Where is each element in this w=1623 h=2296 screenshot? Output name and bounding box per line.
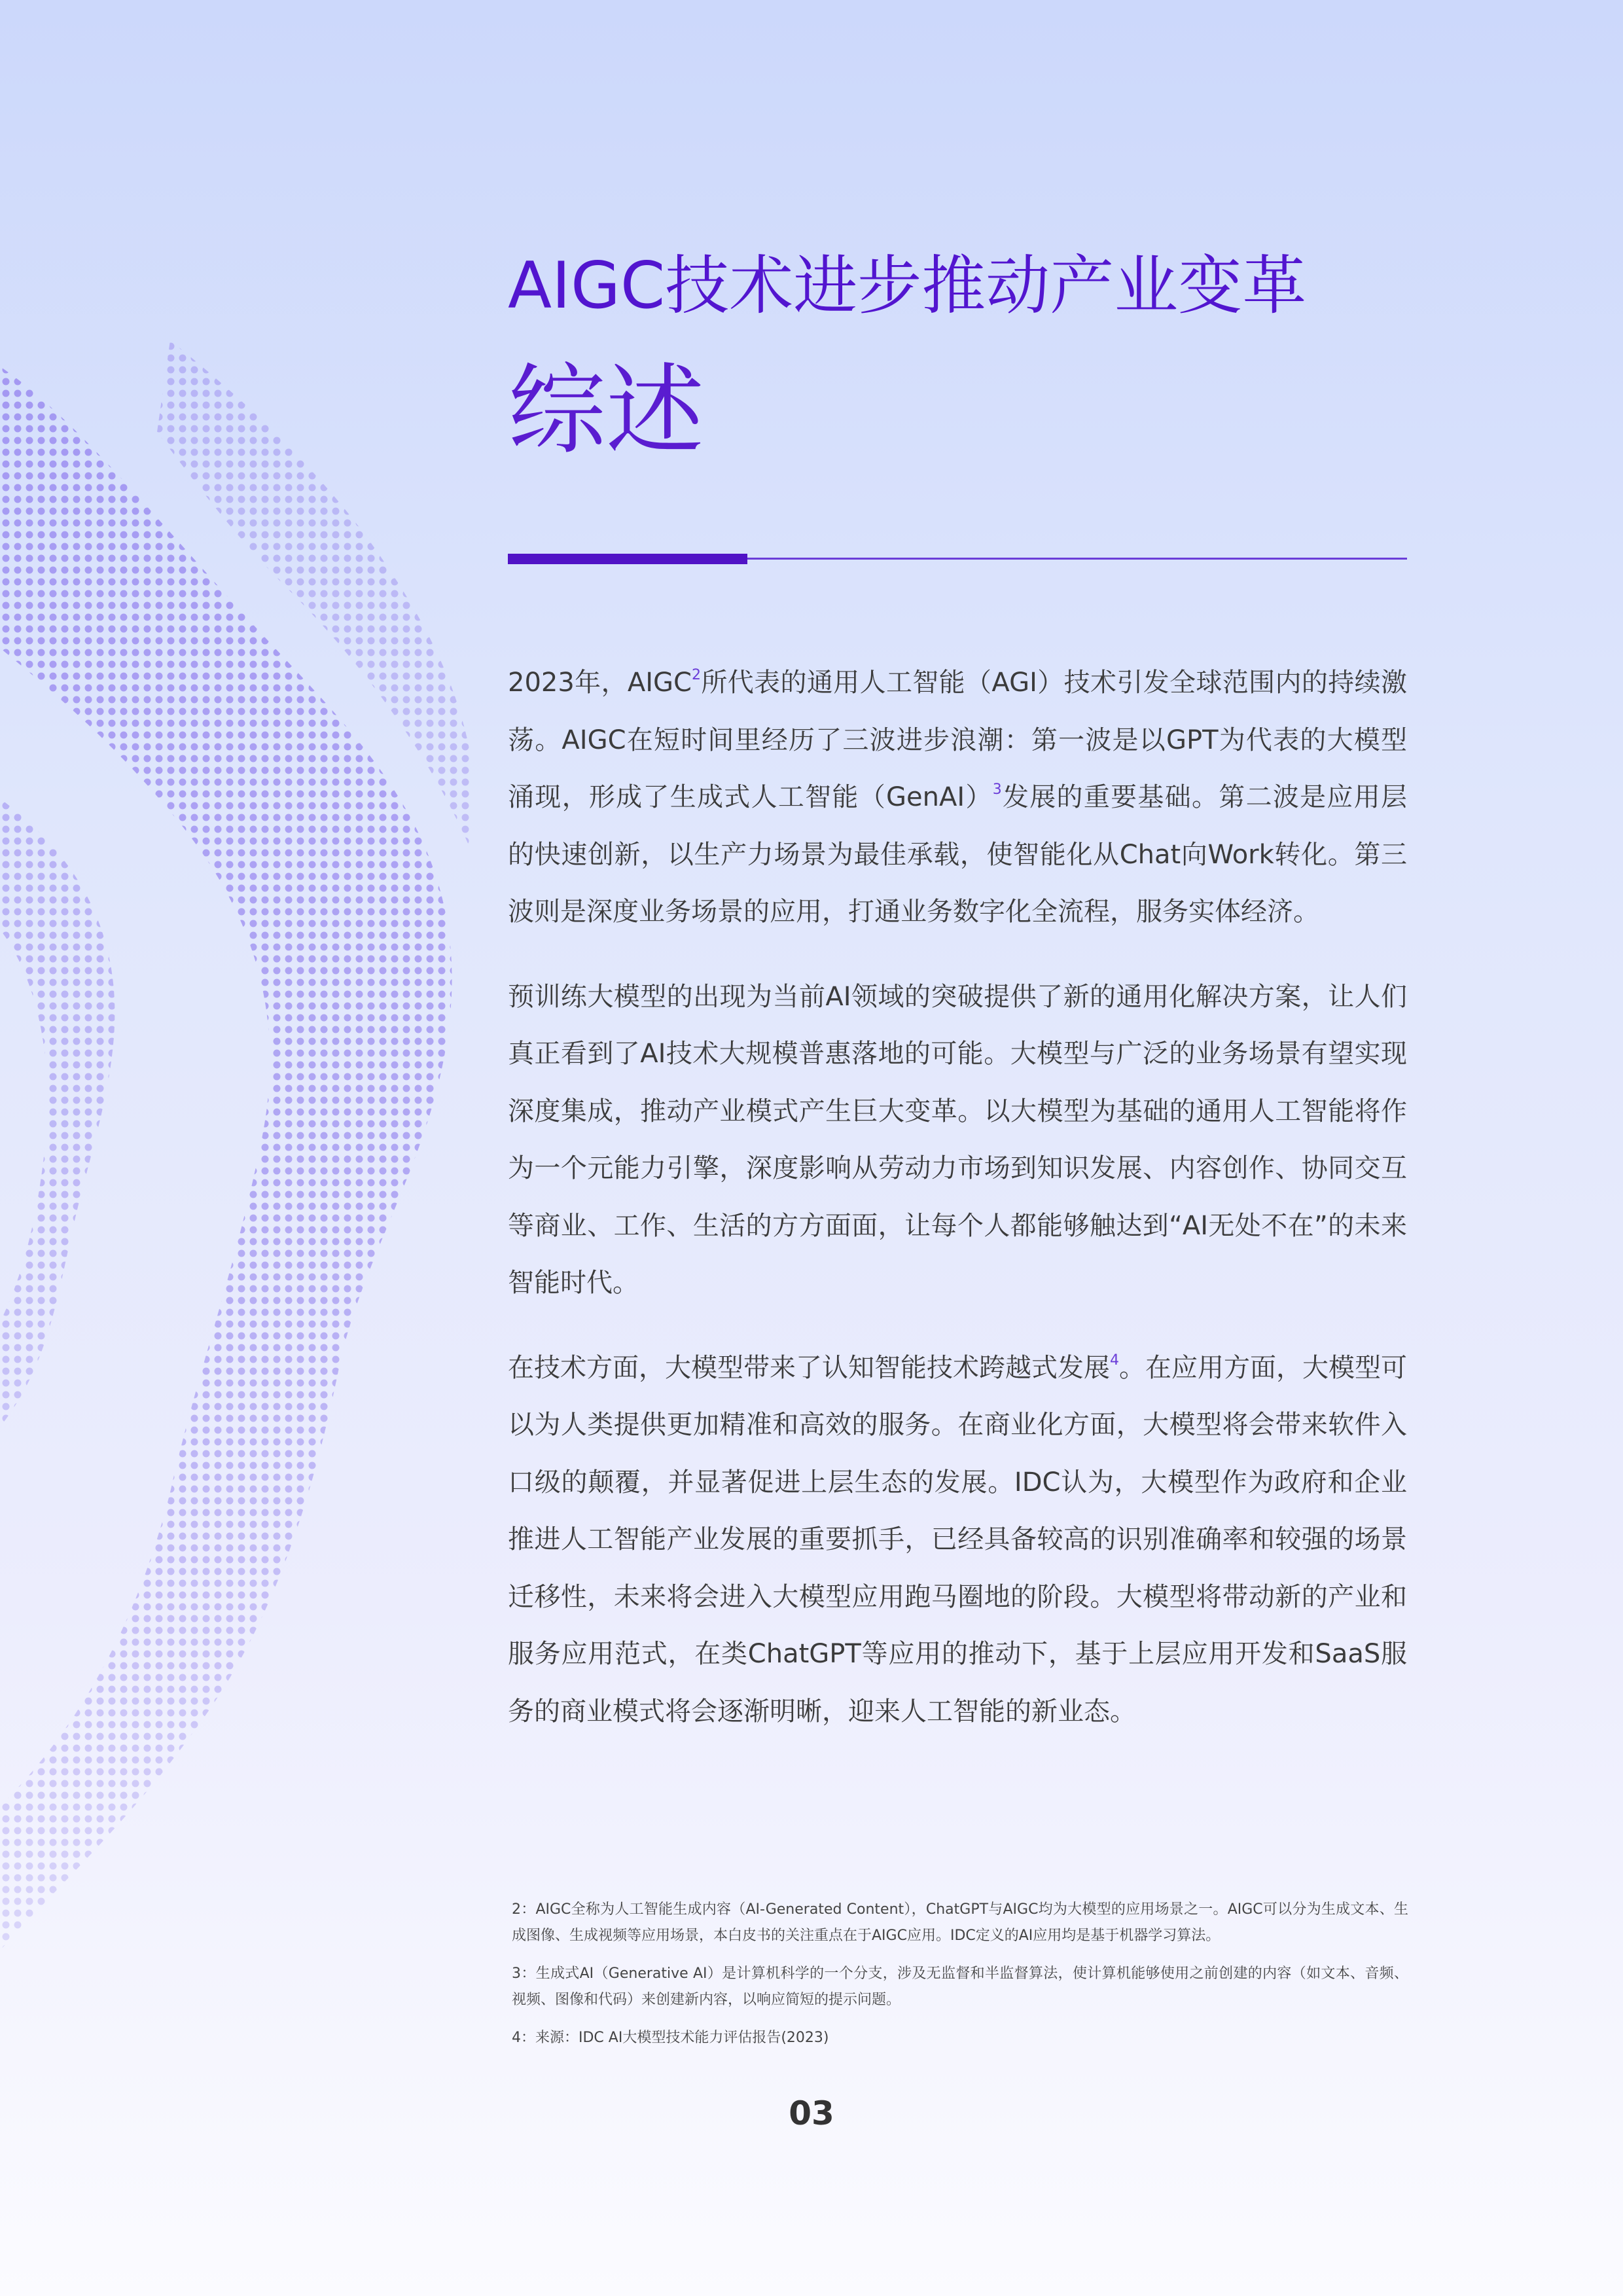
paragraph-3	[508, 1340, 1407, 1741]
body-text	[508, 655, 1407, 1768]
footnote-2: 2：AIGC全称为人工智能生成内容（AI-Generated Content），ChatGPT与AIGC均为大模型的应用场景之一。AIGC可以分为生成文本、生成图像、生成视频等应用场景，本白皮书的关注重点在于AIGC应用。IDC定义的AI应用均是基于机器学习算法。	[512, 1901, 1408, 1944]
footnote-3: 3：生成式AI（Generative AI）是计算机科学的一个分支，涉及无监督和半监督算法，使计算机能够使用之前创建的内容（如文本、音频、视频、图像和代码）来创建新内容，以响应简短的提示问题。	[512, 1965, 1408, 2008]
paragraph-3-text-a: 在技术方面，大模型带来了认知智能技术跨越式发展	[508, 1352, 1110, 1383]
divider-accent-bar	[508, 554, 747, 564]
paragraph-1	[508, 655, 1407, 941]
paragraph-1-text-a: 2023年，AIGC	[508, 668, 692, 698]
paragraph-2: 预训练大模型的出现为当前AI领域的突破提供了新的通用化解决方案，让人们真正看到了AI技术大规模普惠落地的可能。大模型与广泛的业务场景有望实现深度集成，推动产业模式产生巨大变革。以大模型为基础的通用人工智能将作为一个元能力引擎，深度影响从劳动力市场到知识发展、内容创作、协同交互等商业、工作、生活的方方面面，让每个人都能够触达到“AI无处不在”的未来智能时代。	[508, 981, 1407, 1298]
footnotes	[512, 1897, 1408, 2063]
footnote-ref-3: 3	[992, 781, 1002, 798]
title-divider	[508, 554, 1407, 567]
paragraph-1-text-c: 发展的重要基础。第二波是应用层的快速创新，以生产力场景为最佳承载，使智能化从Chat向Work转化。第三波则是深度业务场景的应用，打通业务数字化全流程，服务实体经济。	[508, 782, 1407, 927]
footnote-ref-4: 4	[1110, 1352, 1119, 1369]
footnote-4: 4：来源：IDC AI大模型技术能力评估报告(2023)	[512, 2030, 829, 2046]
page-number: 03	[789, 2094, 834, 2132]
document-title: AIGC技术进步推动产业变革	[508, 249, 1307, 323]
footnote-ref-2: 2	[692, 667, 701, 683]
paragraph-1-text-b: 所代表的通用人工智能（AGI）技术引发全球范围内的持续激荡。AIGC在短时间里经历了三波进步浪潮：第一波是以GPT为代表的大模型涌现，形成了生成式人工智能（GenAI）	[508, 668, 1408, 812]
paragraph-3-text-b: 。在应用方面，大模型可以为人类提供更加精准和高效的服务。在商业化方面，大模型将会带来软件入口级的颠覆，并显著促进上层生态的发展。IDC认为，大模型作为政府和企业推进人工智能产业发展的重要抓手，已经具备较高的识别准确率和较强的场景迁移性，未来将会进入大模型应用跑马圈地的阶段。大模型将带动新的产业和服务应用范式，在类ChatGPT等应用的推动下，基于上层应用开发和SaaS服务的商业模式将会逐渐明晰，迎来人工智能的新业态。	[508, 1352, 1407, 1727]
document-subtitle: 综述	[508, 354, 705, 468]
dot-wave-decoration	[0, 340, 471, 2016]
